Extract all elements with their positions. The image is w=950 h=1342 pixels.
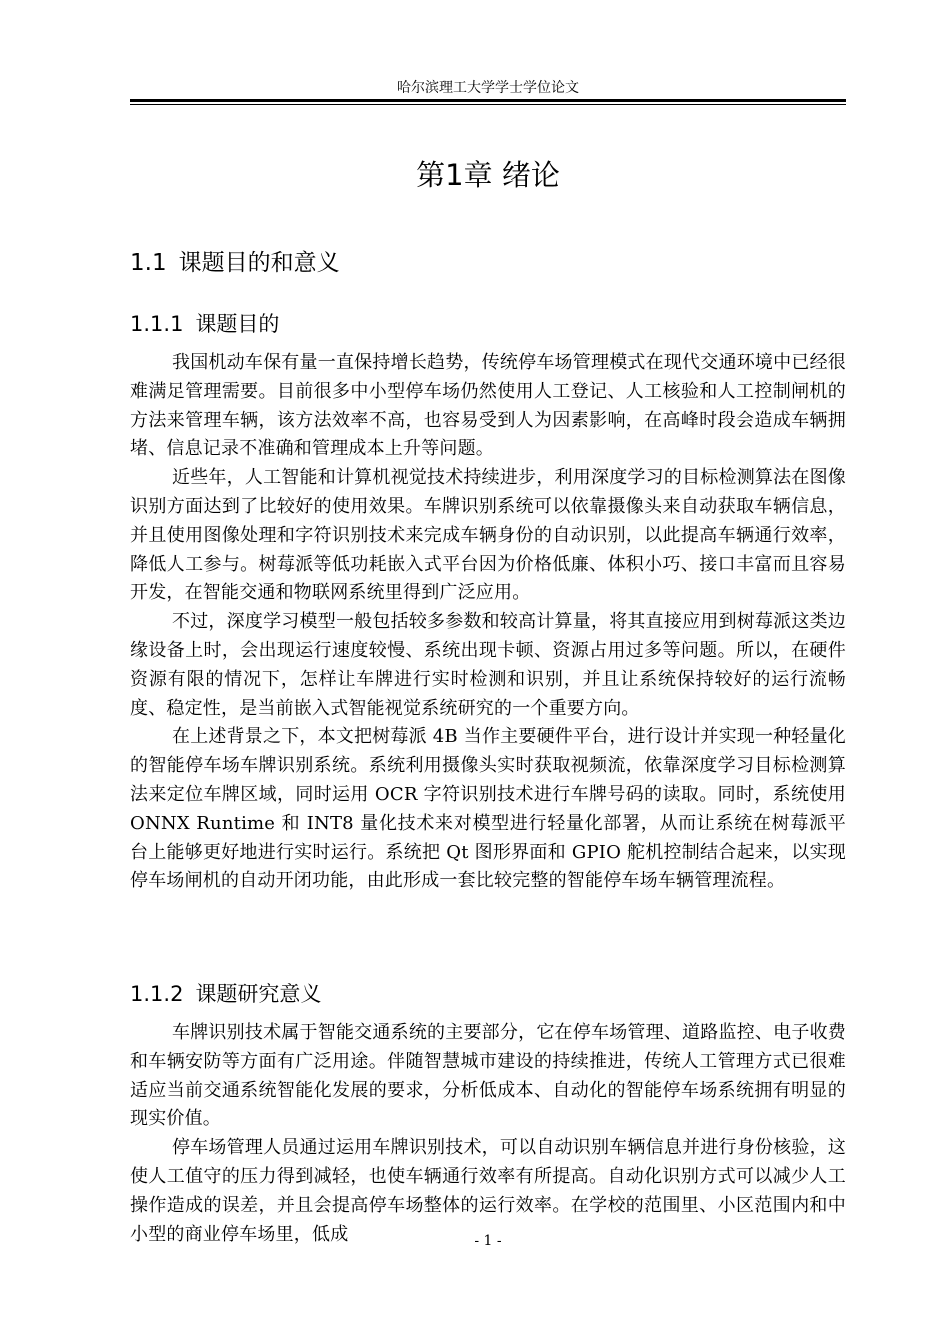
chapter-title: 第1章 绪论 <box>416 158 560 192</box>
subsection-number: 1.1.2 <box>130 982 184 1006</box>
body-paragraph: 不过，深度学习模型一般包括较多参数和较高计算量，将其直接应用到树莓派这类边缘设备上时，会出现运行速度较慢、系统出现卡顿、资源占用过多等问题。所以，在硬件资源有限的情况下，怎样让车牌进行实时检测和识别，并且让系统保持较好的运行流畅度、稳定性，是当前嵌入式智能视觉系统研究的一个重要方向。 <box>130 611 846 719</box>
subsection-title: 课题目的 <box>195 312 280 336</box>
page-number: - 1 - <box>474 1233 502 1249</box>
running-header: 哈尔滨理工大学学士学位论文 <box>397 80 579 96</box>
subsection-number: 1.1.1 <box>130 312 184 336</box>
section-body-1-1-2 <box>130 1019 846 1249</box>
body-paragraph: 我国机动车保有量一直保持增长趋势，传统停车场管理模式在现代交通环境中已经很难满足管理需要。目前很多中小型停车场仍然使用人工登记、人工核验和人工控制闸机的方法来管理车辆，该方法效率不高，也容易受到人为因素影响，在高峰时段会造成车辆拥堵、信息记录不准确和管理成本上升等问题。 <box>130 352 846 460</box>
subsection-title: 课题研究意义 <box>195 982 322 1006</box>
section-heading-1-1 <box>130 248 340 278</box>
subsection-heading-1-1-2 <box>130 980 321 1008</box>
header-rule-thin <box>130 104 846 105</box>
body-paragraph: 近些年，人工智能和计算机视觉技术持续进步，利用深度学习的目标检测算法在图像识别方面达到了比较好的使用效果。车牌识别系统可以依靠摄像头来自动获取车辆信息，并且使用图像处理和字符识别技术来完成车辆身份的自动识别，以此提高车辆通行效率，降低人工参与。树莓派等低功耗嵌入式平台因为价格低廉、体积小巧、接口丰富而且容易开发，在智能交通和物联网系统里得到广泛应用。 <box>130 467 846 604</box>
section-number: 1.1 <box>130 250 167 276</box>
subsection-heading-1-1-1 <box>130 310 279 338</box>
section-body-1-1-1 <box>130 349 846 896</box>
body-paragraph: 车牌识别技术属于智能交通系统的主要部分，它在停车场管理、道路监控、电子收费和车辆安防等方面有广泛用途。伴随智慧城市建设的持续推进，传统人工管理方式已很难适应当前交通系统智能化发展的要求，分析低成本、自动化的智能停车场系统拥有明显的现实价值。 <box>130 1022 846 1130</box>
header-rule-thick <box>130 99 846 102</box>
body-paragraph: 停车场管理人员通过运用车牌识别技术，可以自动识别车辆信息并进行身份核验，这使人工值守的压力得到减轻，也使车辆通行效率有所提高。自动化识别方式可以减少人工操作造成的误差，并且会提高停车场整体的运行效率。在学校的范围里、小区范围内和中小型的商业停车场里，低成 <box>130 1137 846 1245</box>
section-title: 课题目的和意义 <box>178 250 340 276</box>
body-paragraph: 在上述背景之下，本文把树莓派 4B 当作主要硬件平台，进行设计并实现一种轻量化的智能停车场车牌识别系统。系统利用摄像头实时获取视频流，依靠深度学习目标检测算法来定位车牌区域，同时运用 OCR 字符识别技术进行车牌号码的读取。同时，系统使用 ONNX Runtime 和 INT8 量化技术来对模型进行轻量化部署，从而让系统在树莓派平台上能够更好地进行实时运行。系统把 Qt 图形界面和 GPIO 舵机控制结合起来，以实现停车场闸机的自动开闭功能，由此形成一套比较完整的智能停车场车辆管理流程。 <box>130 726 846 892</box>
